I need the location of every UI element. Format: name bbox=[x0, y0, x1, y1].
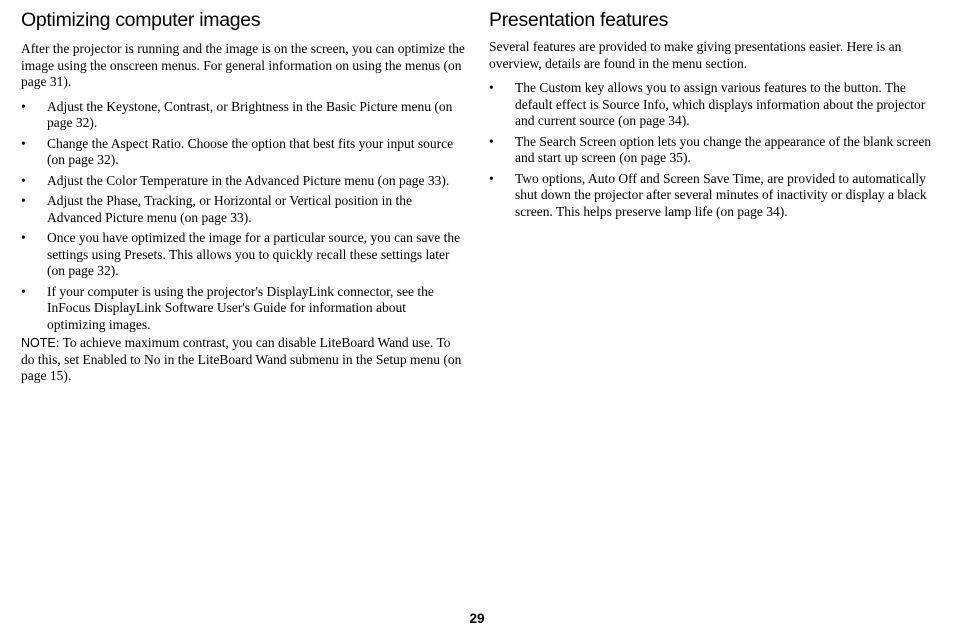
list-item bbox=[21, 193, 465, 226]
bullet-marker: • bbox=[21, 172, 26, 188]
presentation-bullet-list bbox=[489, 80, 934, 220]
bullet-marker: • bbox=[489, 170, 494, 186]
bullet-marker: • bbox=[21, 283, 26, 299]
note-label: NOTE bbox=[21, 336, 56, 350]
list-item bbox=[21, 284, 465, 334]
list-item bbox=[21, 230, 465, 280]
list-item-text: Adjust the Keystone, Contrast, or Brightness in the Basic Picture menu (on page 32). bbox=[47, 98, 453, 130]
bullet-marker: • bbox=[21, 98, 26, 114]
list-item-text: If your computer is using the projector's DisplayLink connector, see the InFocus DisplayLink Software User's Guide for information about optimizing images. bbox=[47, 283, 434, 332]
section-intro-presentation: Several features are provided to make giving presentations easier. Here is an overview, details are found in the menu section. bbox=[489, 39, 902, 71]
section-heading-optimizing: Optimizing computer images bbox=[21, 9, 261, 31]
list-item-text: The Search Screen option lets you change the appearance of the blank screen and start up screen (on page 35). bbox=[515, 133, 932, 165]
list-item-text: The Custom key allows you to assign various features to the button. The default effect is Source Info, which displays information about the projector and current source (on page 34). bbox=[515, 80, 926, 128]
list-item bbox=[489, 134, 934, 167]
optimizing-bullet-list bbox=[21, 99, 465, 334]
list-item bbox=[21, 99, 465, 132]
list-item-text: Adjust the Color Temperature in the Advanced Picture menu (on page 33). bbox=[47, 172, 450, 188]
note-paragraph bbox=[21, 335, 465, 385]
bullet-marker: • bbox=[21, 230, 26, 245]
bullet-marker: • bbox=[21, 193, 26, 208]
note-text: : To achieve maximum contrast, you can disable LiteBoard Wand use. To do this, set Enabled to No in the LiteBoard Wand submenu in the Setup menu (on page 15). bbox=[21, 335, 462, 383]
list-item-text: Once you have optimized the image for a particular source, you can save the settings using Presets. This allows you to quickly recall these settings later (on page 32). bbox=[47, 230, 461, 278]
section-heading-presentation: Presentation features bbox=[489, 9, 669, 31]
bullet-marker: • bbox=[489, 80, 494, 95]
list-item bbox=[489, 80, 934, 130]
list-item-text: Adjust the Phase, Tracking, or Horizontal or Vertical position in the Advanced Picture menu (on page 33). bbox=[47, 193, 412, 225]
list-item-text: Change the Aspect Ratio. Choose the option that best fits your input source (on page 32). bbox=[47, 135, 454, 167]
list-item bbox=[21, 173, 465, 190]
bullet-marker: • bbox=[21, 135, 26, 151]
list-item bbox=[489, 171, 934, 221]
right-column bbox=[489, 8, 934, 224]
page-number: 29 bbox=[469, 611, 485, 626]
list-item-text: Two options, Auto Off and Screen Save Time, are provided to automatically shut down the projector after several minutes of inactivity or display a black screen. This helps preserve lamp life (on page 34). bbox=[515, 170, 927, 219]
left-column bbox=[21, 8, 465, 385]
bullet-marker: • bbox=[489, 133, 494, 149]
list-item bbox=[21, 136, 465, 169]
section-intro-optimizing: After the projector is running and the image is on the screen, you can optimize the image using the onscreen menus. For general information on using the menus (on page 31). bbox=[21, 41, 465, 89]
